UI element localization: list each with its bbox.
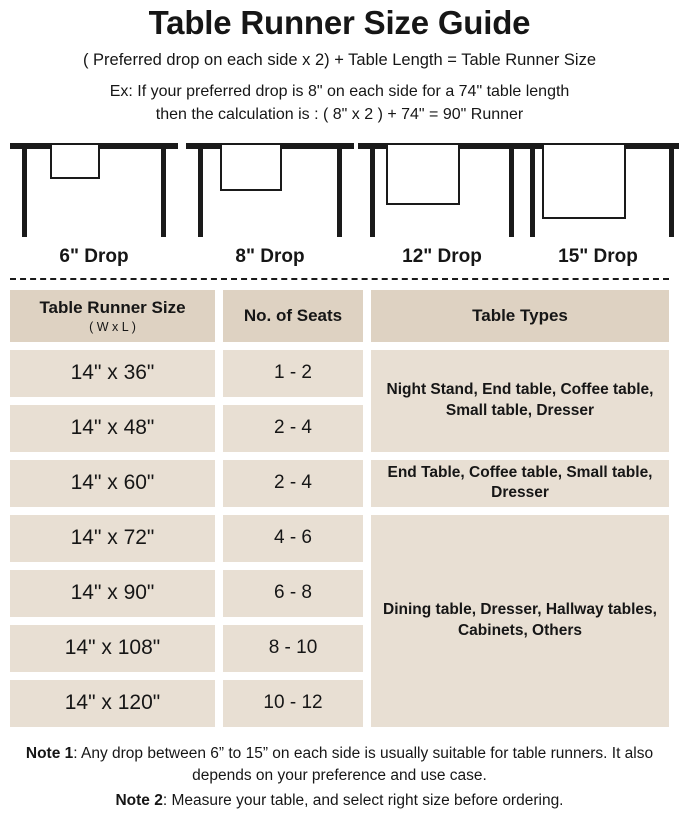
table-row: 2 - 4 [223,460,363,507]
size-table [10,290,669,735]
runner-icon [542,143,626,219]
drop-label-6in: 6" Drop [59,245,129,267]
drop-label-12in: 12" Drop [402,245,482,267]
table-row: 14" x 120" [10,680,215,727]
table-leg-icon [509,149,514,237]
header-runner-size [10,290,215,342]
table-row: 6 - 8 [223,570,363,617]
column-seats [223,290,363,735]
drop-label-15in: 15" Drop [558,245,638,267]
note-1 [10,743,669,788]
table-leg-icon [161,149,166,237]
header-table-types-label: Table Types [472,306,568,326]
example-line-2: then the calculation is : ( 8" x 2 ) + 74" = 90" Runner [155,105,524,123]
column-table-types [371,290,669,735]
note-2-label: Note 2 [115,791,163,809]
page-title: Table Runner Size Guide [148,4,531,41]
table-leg-icon [530,149,535,237]
table-illustration-6in [10,136,178,244]
header-seats-label: No. of Seats [243,306,343,326]
drop-diagram [10,136,669,244]
header-table-types [371,290,669,342]
table-leg-icon [198,149,203,237]
table-row: 14" x 90" [10,570,215,617]
table-row: 14" x 60" [10,460,215,507]
drop-label-8in: 8" Drop [235,245,305,267]
header-runner-size-label: Table Runner Size [39,297,186,317]
table-illustration-15in [518,136,679,244]
table-leg-icon [370,149,375,237]
column-runner-size [10,290,215,735]
runner-icon [220,143,282,191]
size-guide-page [0,5,679,831]
table-leg-icon [669,149,674,237]
example-line-1: Ex: If your preferred drop is 8" on each side for a 74" table length [109,82,570,100]
table-illustration-12in [358,136,526,244]
table-row: 14" x 48" [10,405,215,452]
note-1-label: Note 1 [25,744,74,762]
header-seats [223,290,363,342]
table-row: 14" x 72" [10,515,215,562]
table-row: 1 - 2 [223,350,363,397]
formula-line: ( Preferred drop on each side x 2) + Table Length = Table Runner Size [82,51,597,70]
runner-icon [50,143,100,179]
note-2-text: : Measure your table, and select right size before ordering. [162,791,564,809]
runner-icon [386,143,460,205]
table-row: 10 - 12 [223,680,363,727]
example-block [10,80,669,126]
header-runner-size-sub: ( W x L ) [89,319,136,334]
note-2 [10,790,669,812]
table-illustration-8in [186,136,354,244]
table-row: 14" x 108" [10,625,215,672]
table-row: 4 - 6 [223,515,363,562]
table-leg-icon [337,149,342,237]
table-leg-icon [22,149,27,237]
note-1-text: : Any drop between 6” to 15” on each side is usually suitable for table runners. It also depends on your preference and use case. [73,744,654,785]
drop-label-row [10,246,669,276]
table-row: Dining table, Dresser, Hallway tables, Cabinets, Others [371,515,669,727]
notes-section [10,743,669,812]
table-row: 8 - 10 [223,625,363,672]
table-row: End Table, Coffee table, Small table, Dresser [371,460,669,507]
dashed-divider [10,278,669,280]
table-row: 2 - 4 [223,405,363,452]
table-row: 14" x 36" [10,350,215,397]
table-row: Night Stand, End table, Coffee table, Small table, Dresser [371,350,669,452]
